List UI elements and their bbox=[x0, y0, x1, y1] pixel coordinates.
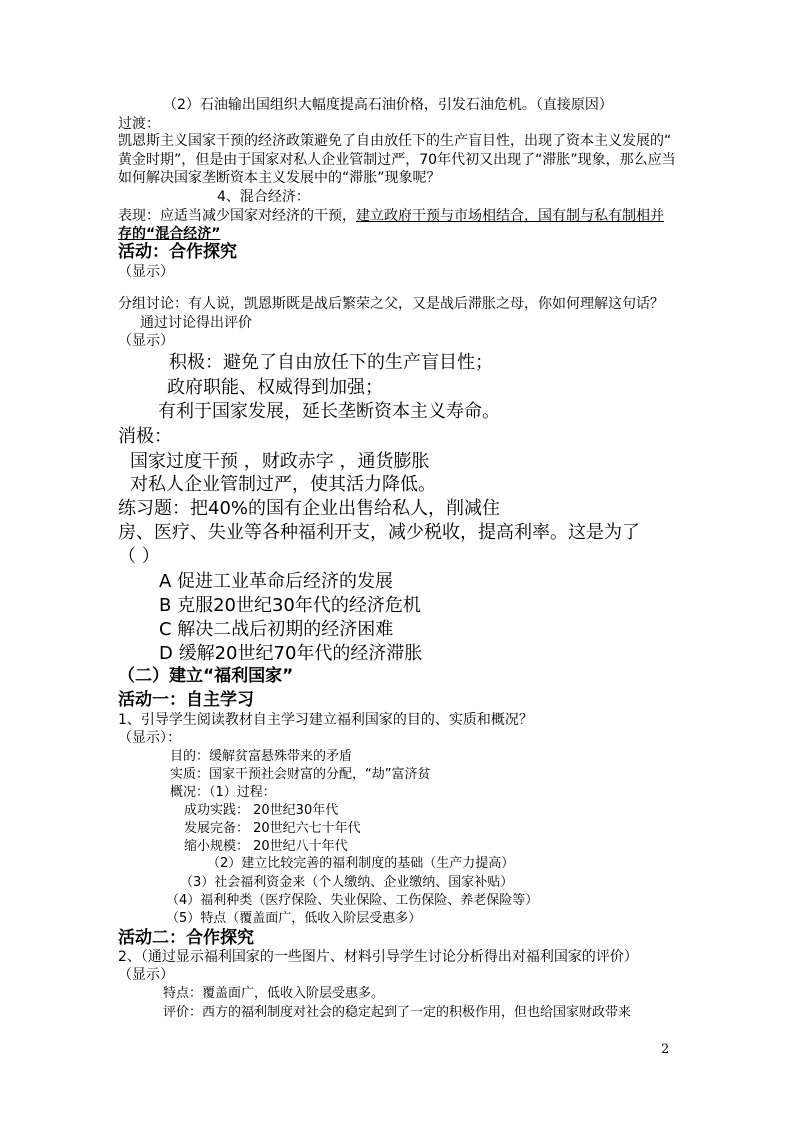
text-line: 对私人企业管制过严，使其活力降低。 bbox=[130, 474, 436, 495]
text-line: （2）建立比较完善的福利制度的基础（生产力提高） bbox=[207, 856, 515, 871]
text-line: 黄金时期”，但是由于国家对私人企业管制过严，70年代初又出现了“滞胀”现象，那么应当 bbox=[118, 152, 676, 168]
page-number: 2 bbox=[661, 1042, 670, 1057]
text-line: 消极： bbox=[118, 426, 172, 447]
text-line: 积极：避免了自由放任下的生产盲目性； bbox=[169, 352, 493, 373]
exercise-question: 房、医疗、失业等各种福利开支，减少税收，提高利率。这是为了 bbox=[118, 522, 640, 543]
text-line: 成功实践： 20世纪30年代 bbox=[184, 803, 339, 818]
option-b: B 克服20世纪30年代的经济危机 bbox=[159, 595, 421, 616]
text-line: 特点：覆盖面广，低收入阶层受惠多。 bbox=[163, 986, 385, 1001]
text-line: （4）福利种类（医疗保险、失业保险、工伤保险、养老保险等） bbox=[166, 893, 539, 908]
exercise-question: 练习题：把40%的国有企业出售给私人，削减住 bbox=[118, 498, 501, 519]
text-line: 国家过度干预 ，财政赤字 ，通货膨胀 bbox=[130, 451, 430, 472]
activity-heading: 活动二：合作探究 bbox=[118, 928, 254, 948]
option-c: C 解决二战后初期的经济困难 bbox=[159, 619, 394, 640]
text-line: （显示）： bbox=[118, 730, 181, 746]
text-line: （显示） bbox=[118, 333, 174, 349]
text-line: （3）社会福利资金来（个人缴纳、企业缴纳、国家补贴） bbox=[180, 875, 514, 890]
text-line: 实质：国家干预社会财富的分配，“劫”富济贫 bbox=[170, 767, 431, 782]
text-line: 凯恩斯主义国家干预的经济政策避免了自由放任下的生产盲目性，出现了资本主义发展的“ bbox=[118, 133, 672, 149]
text-line: 通过讨论得出评价 bbox=[140, 315, 252, 331]
text-line: （显示） bbox=[118, 967, 174, 983]
option-d: D 缓解20世纪70年代的经济滞胀 bbox=[159, 643, 423, 664]
text-line: 发展完备： 20世纪六七十年代 bbox=[184, 821, 361, 836]
text-fragment: 表现：应适当减少国家对经济的干预， bbox=[118, 208, 356, 224]
text-line: 概况：（1）过程： bbox=[170, 785, 276, 800]
text-line: 分组讨论：有人说，凯恩斯既是战后繁荣之父，又是战后滞胀之母，你如何理解这句话？ bbox=[118, 296, 664, 312]
text-line: （2）石油输出国组织大幅度提高石油价格，引发石油危机。（直接原因） bbox=[163, 97, 613, 113]
text-line: 2、（通过显示福利国家的一些图片、材料引导学生讨论分析得出对福利国家的评价） bbox=[118, 949, 638, 965]
text-line bbox=[118, 209, 664, 223]
text-line: 过渡： bbox=[118, 116, 160, 132]
text-line: 1、引导学生阅读教材自主学习建立福利国家的目的、实质和概况？ bbox=[118, 712, 533, 728]
text-line: 缩小规模： 20世纪八十年代 bbox=[184, 839, 348, 854]
activity-heading: 活动一：自主学习 bbox=[118, 690, 254, 710]
text-line: 有利于国家发展，延长垄断资本主义寿命。 bbox=[158, 401, 500, 422]
text-line: 如何解决国家垄断资本主义发展中的“滞胀”现象呢？ bbox=[118, 170, 441, 186]
text-line: 政府职能、权威得到加强； bbox=[167, 377, 383, 398]
answer-blank: （ ） bbox=[118, 546, 160, 567]
section-heading: （二）建立“福利国家” bbox=[118, 666, 294, 686]
text-line: （5）特点（覆盖面广，低收入阶层受惠多） bbox=[166, 911, 422, 926]
text-line: （显示） bbox=[118, 264, 174, 280]
text-line: 评价：西方的福利制度对社会的稳定起到了一定的积极作用，但也给国家财政带来 bbox=[163, 1005, 632, 1020]
underlined-text: 建立政府干预与市场相结合，国有制与私有制相并 bbox=[356, 208, 664, 224]
activity-heading: 活动：合作探究 bbox=[118, 242, 237, 262]
option-a: A 促进工业革命后经济的发展 bbox=[159, 571, 394, 592]
underlined-text: 存的“混合经济” bbox=[118, 226, 221, 242]
text-line: 目的：缓解贫富悬殊带来的矛盾 bbox=[170, 749, 353, 764]
section-heading: 4、混合经济： bbox=[217, 189, 310, 205]
